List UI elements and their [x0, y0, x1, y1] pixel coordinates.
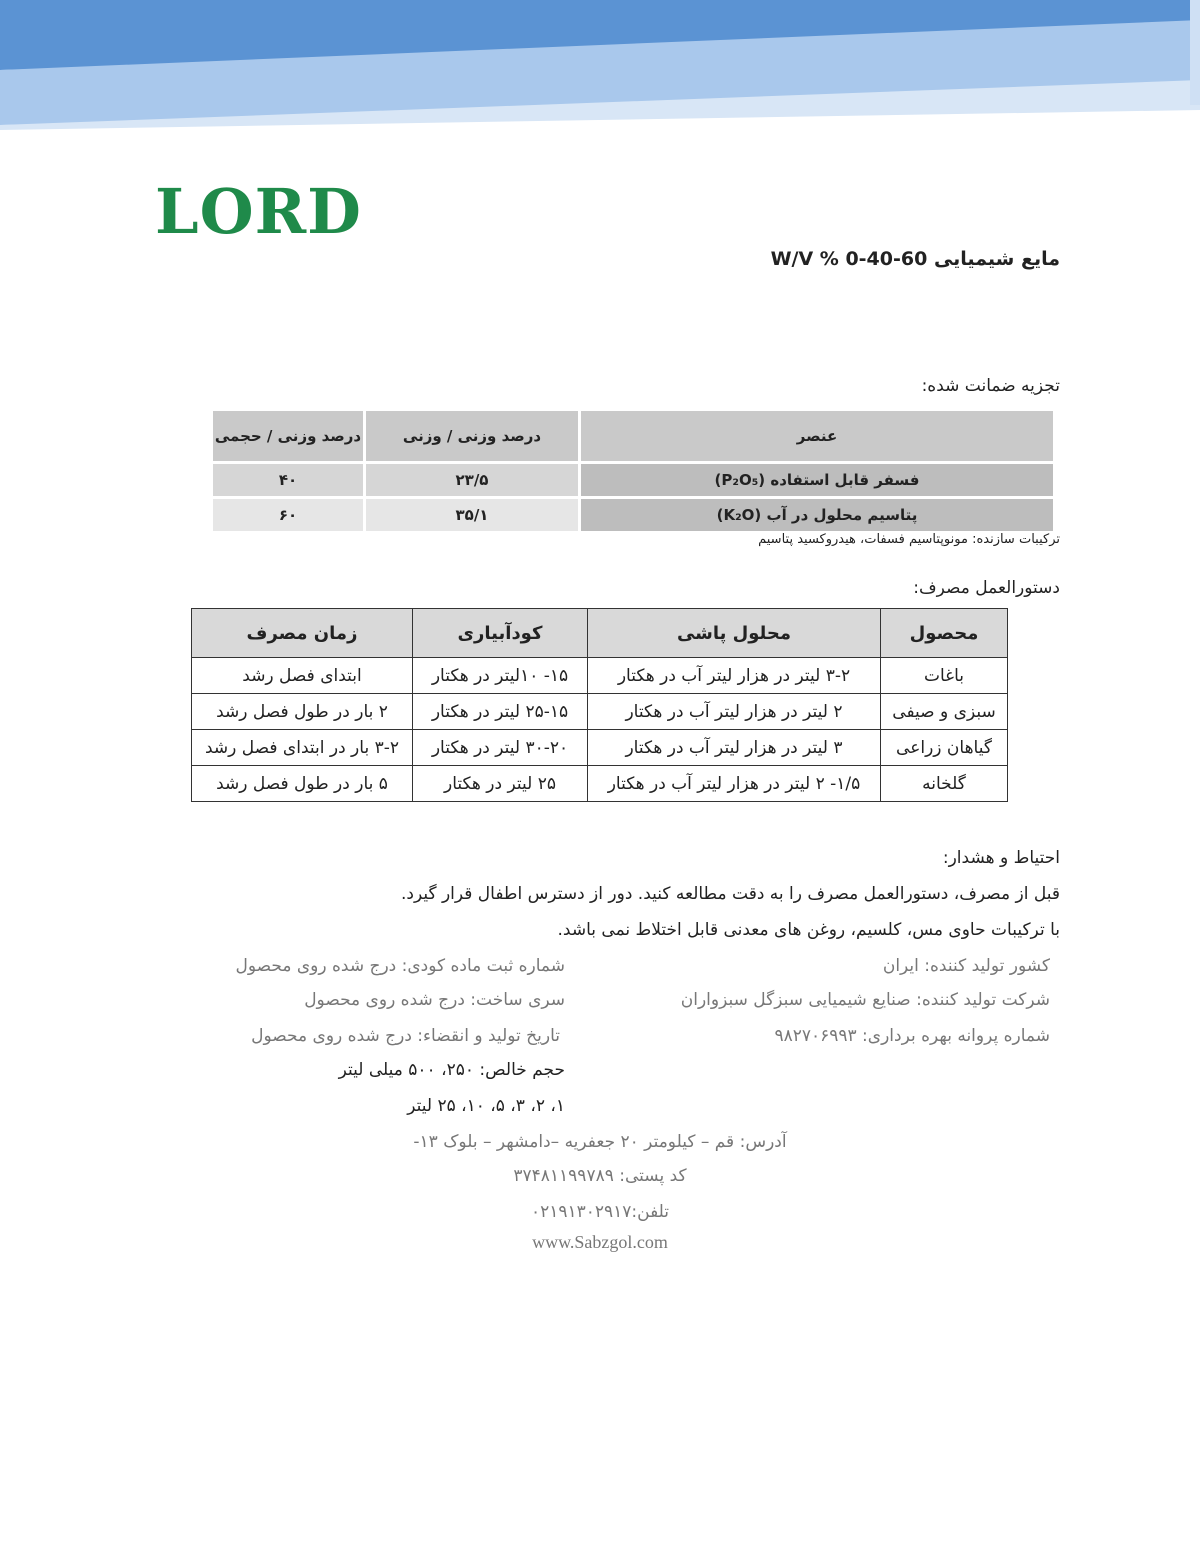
analysis-header: درصد وزنی / وزنی [365, 410, 580, 463]
usage-cell: ۳ لیتر در هزار لیتر آب در هکتار [588, 730, 881, 766]
analysis-cell: فسفر قابل استفاده (P₂O₅) [580, 463, 1055, 498]
address: آدرس: قم – کیلومتر ۲۰ جعفریه –دامشهر – بلوک ۱۳- [413, 1132, 787, 1152]
analysis-cell: پتاسیم محلول در آب (K₂O) [580, 498, 1055, 533]
usage-cell: ۱/۵- ۲ لیتر در هزار لیتر آب در هکتار [588, 766, 881, 802]
guaranteed-heading: تجزیه ضمانت شده: [921, 376, 1060, 396]
info-country: کشور تولید کننده: ایران [882, 956, 1050, 976]
usage-cell: ۱۵- ۱۰لیتر در هکتار [413, 658, 588, 694]
table-row [212, 463, 1055, 498]
table-row [192, 766, 1008, 802]
phone: تلفن:۰۲۱۹۱۳۰۲۹۱۷ [530, 1202, 670, 1222]
caution-line: با ترکیبات حاوی مس، کلسیم، روغن های معدنی قابل اختلاط نمی باشد. [557, 920, 1060, 940]
usage-cell: گیاهان زراعی [881, 730, 1008, 766]
usage-cell: ۲ لیتر در هزار لیتر آب در هکتار [588, 694, 881, 730]
usage-table [191, 608, 1008, 802]
usage-heading: دستورالعمل مصرف: [913, 578, 1060, 598]
table-row [212, 498, 1055, 533]
caution-line: قبل از مصرف، دستورالعمل مصرف را به دقت مطالعه کنید. دور از دسترس اطفال قرار گیرد. [400, 884, 1060, 904]
caution-heading: احتیاط و هشدار: [942, 848, 1060, 868]
website-link[interactable]: www.Sabzgol.com [532, 1232, 668, 1252]
usage-cell: گلخانه [881, 766, 1008, 802]
usage-header: محلول پاشی [588, 609, 881, 658]
info-manufacturer: شرکت تولید کننده: صنایع شیمیایی سبزگل سبزواران [680, 990, 1050, 1010]
usage-cell: ۲ بار در طول فصل رشد [192, 694, 413, 730]
table-row [192, 694, 1008, 730]
analysis-cell: ۳۵/۱ [365, 498, 580, 533]
usage-header: زمان مصرف [192, 609, 413, 658]
analysis-header: درصد وزنی / حجمی [212, 410, 365, 463]
analysis-table [210, 408, 1056, 534]
analysis-cell: ۴۰ [212, 463, 365, 498]
volume-options: ۱، ۲، ۳، ۵، ۱۰، ۲۵ لیتر [407, 1096, 565, 1116]
usage-cell: ۲۵-۱۵ لیتر در هکتار [413, 694, 588, 730]
info-registration: شماره ثبت ماده کودی: درج شده روی محصول [235, 956, 565, 976]
usage-cell: ۳۰-۲۰ لیتر در هکتار [413, 730, 588, 766]
analysis-cell: ۶۰ [212, 498, 365, 533]
usage-cell: سبزی و صیفی [881, 694, 1008, 730]
info-dates: تاریخ تولید و انقضاء: درج شده روی محصول [251, 1026, 560, 1046]
usage-cell: ۵ بار در طول فصل رشد [192, 766, 413, 802]
info-batch: سری ساخت: درج شده روی محصول [304, 990, 565, 1010]
info-license: شماره پروانه بهره برداری: ۹۸۲۷۰۶۹۹۳ [774, 1026, 1050, 1046]
usage-cell: ۳-۲ بار در ابتدای فصل رشد [192, 730, 413, 766]
table-row [192, 730, 1008, 766]
composition-note: ترکیبات سازنده: مونوپتاسیم فسفات، هیدروکسید پتاسیم [758, 532, 1060, 547]
analysis-cell: ۲۳/۵ [365, 463, 580, 498]
usage-cell: ابتدای فصل رشد [192, 658, 413, 694]
brand-logo: LORD [155, 175, 362, 248]
postal-code: کد پستی: ۳۷۴۸۱۱۹۹۷۸۹ [513, 1166, 687, 1186]
header-banner [0, 0, 1200, 140]
product-title: مایع شیمیایی W/V % 0-40-60 [770, 248, 1060, 270]
usage-header: کودآبیاری [413, 609, 588, 658]
usage-cell: باغات [881, 658, 1008, 694]
net-volume: حجم خالص: ۲۵۰، ۵۰۰ میلی لیتر [338, 1060, 565, 1080]
table-row [192, 658, 1008, 694]
usage-header: محصول [881, 609, 1008, 658]
usage-cell: ۲۵ لیتر در هکتار [413, 766, 588, 802]
analysis-header: عنصر [580, 410, 1055, 463]
usage-cell: ۳-۲ لیتر در هزار لیتر آب در هکتار [588, 658, 881, 694]
